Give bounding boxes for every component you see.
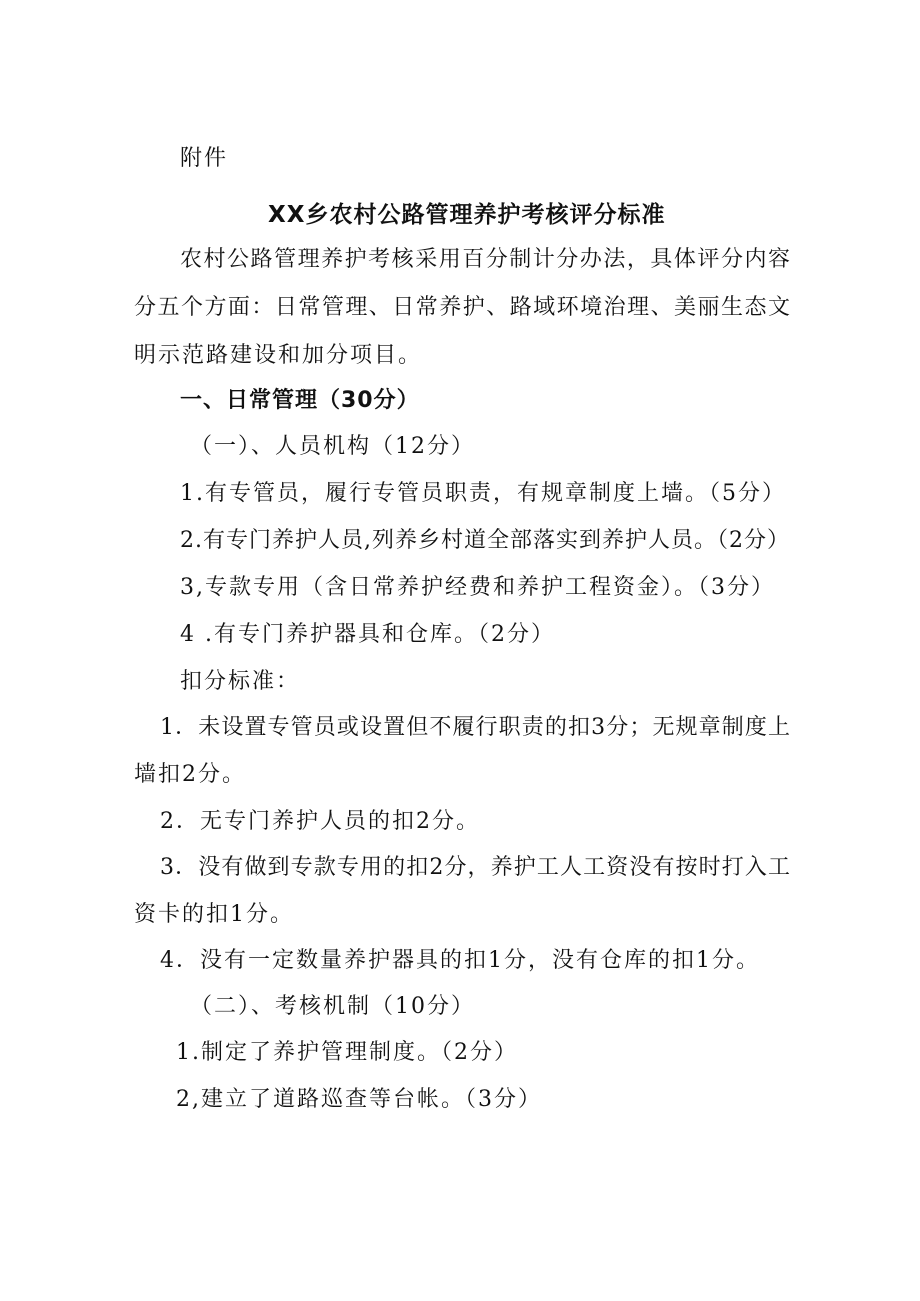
document-title: XX乡农村公路管理养护考核评分标准 bbox=[268, 202, 666, 228]
list-item: 2,建立了道路巡查等台帐。（3分） bbox=[176, 1087, 542, 1112]
deduction-line: 2．无专门养护人员的扣2分。 bbox=[160, 809, 480, 834]
deduction-line: 1．未设置专管员或设置但不履行职责的扣3分；无规章制度上 bbox=[160, 715, 790, 740]
deduction-line: 4．没有一定数量养护器具的扣1分，没有仓库的扣1分。 bbox=[160, 948, 760, 973]
intro-line-3: 明示范路建设和加分项目。 bbox=[134, 343, 423, 368]
deduction-line: 资卡的扣1分。 bbox=[134, 902, 294, 927]
list-item: 1.有专管员，履行专管员职责，有规章制度上墙。（5分） bbox=[180, 481, 786, 506]
attachment-label: 附件 bbox=[180, 146, 229, 171]
list-item: 1.制定了养护管理制度。（2分） bbox=[176, 1040, 518, 1065]
deduction-label: 扣分标准： bbox=[180, 669, 301, 694]
subsection-heading-1: （一）、人员机构（12分） bbox=[190, 434, 475, 459]
subsection-heading-2: （二）、考核机制（10分） bbox=[190, 994, 475, 1019]
list-item: 4 .有专门养护器具和仓库。（2分） bbox=[180, 622, 555, 647]
section-heading: 一、日常管理（30分） bbox=[180, 388, 420, 413]
deduction-line: 墙扣2分。 bbox=[134, 762, 246, 787]
intro-line-1: 农村公路管理养护考核采用百分制计分办法，具体评分内容 bbox=[180, 247, 790, 272]
list-item: 2.有专门养护人员,列养乡村道全部落实到养护人员。（2分） bbox=[180, 528, 790, 553]
deduction-line: 3．没有做到专款专用的扣2分，养护工人工资没有按时打入工 bbox=[160, 855, 790, 880]
list-item: 3,专款专用（含日常养护经费和养护工程资金）。（3分） bbox=[180, 575, 775, 600]
intro-line-2: 分五个方面：日常管理、日常养护、路域环境治理、美丽生态文 bbox=[134, 295, 790, 320]
